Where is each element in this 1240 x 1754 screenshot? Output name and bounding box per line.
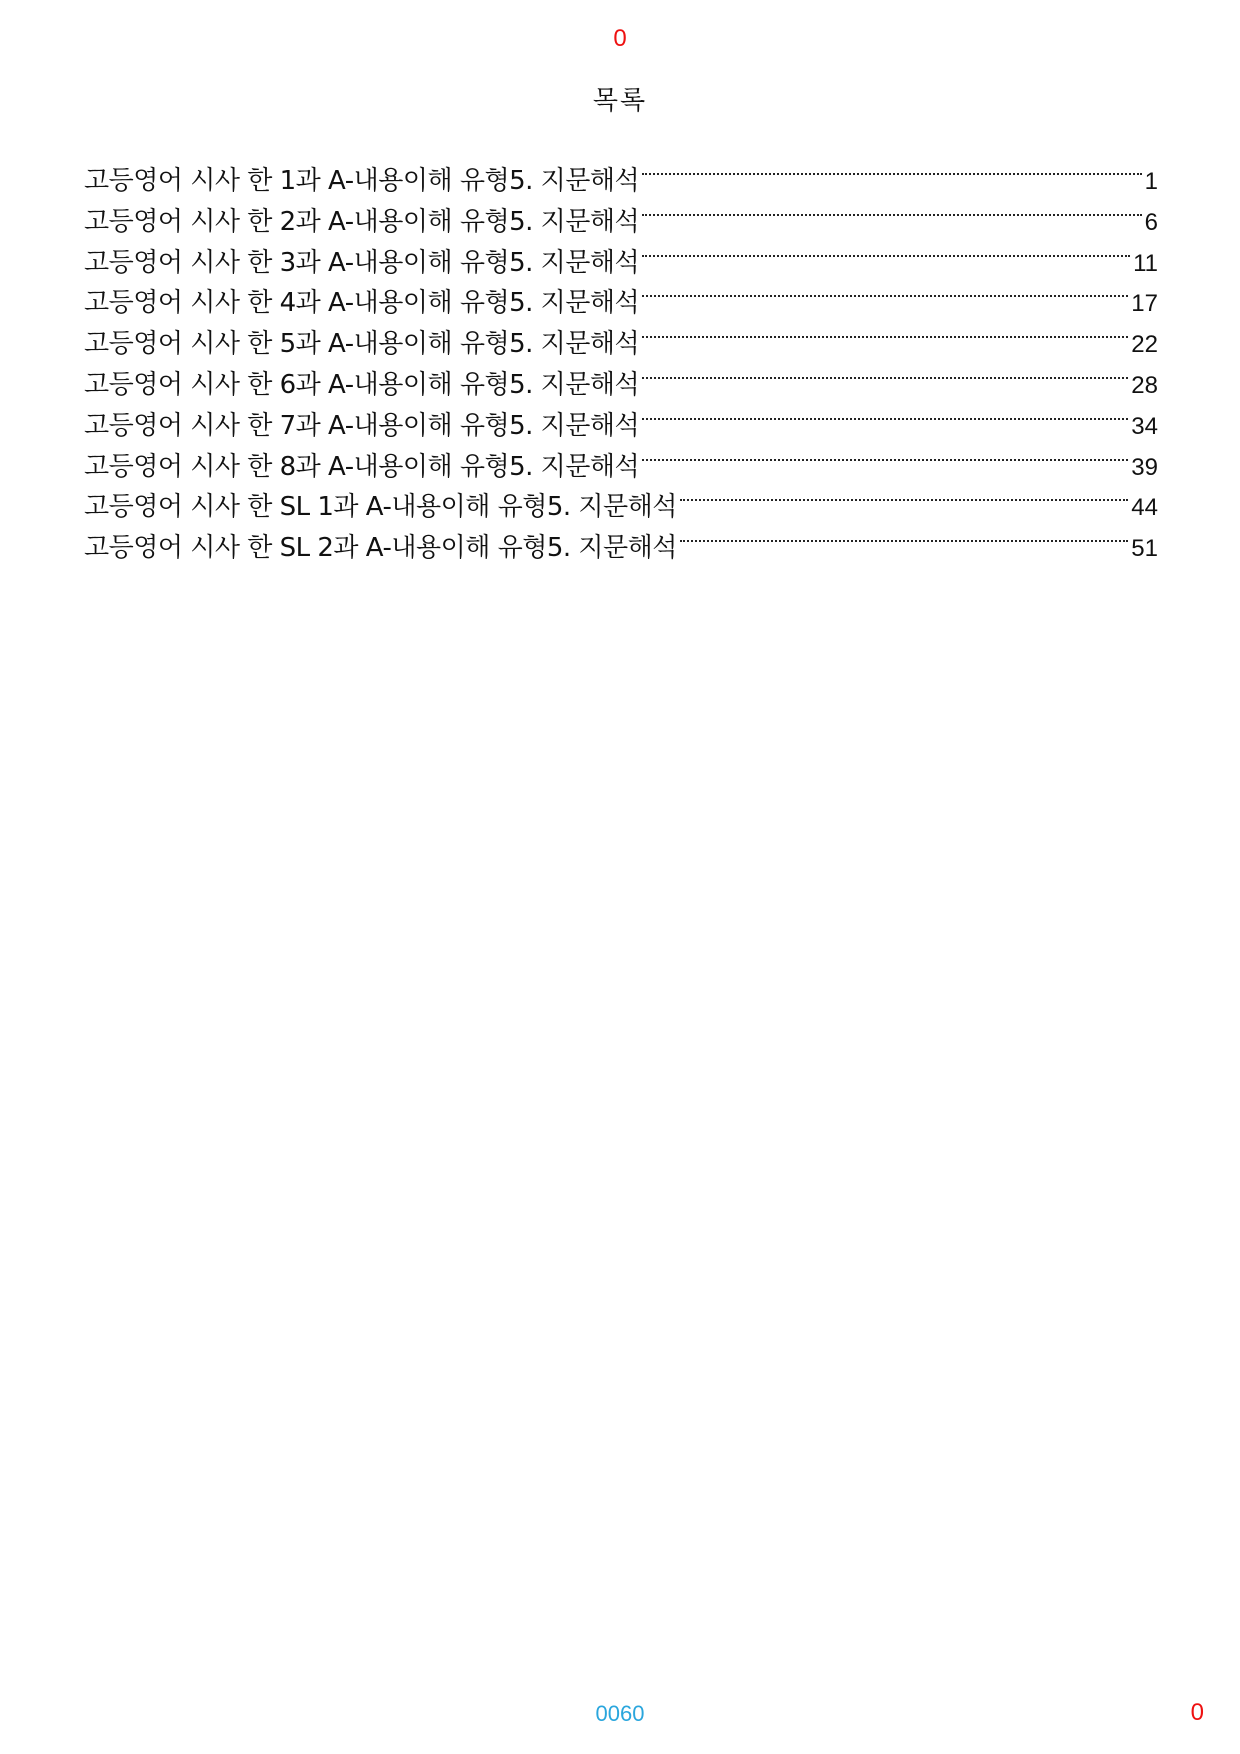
- toc-entry[interactable]: [84, 409, 1158, 450]
- toc-dot-leader: [642, 418, 1128, 420]
- toc-entry-page: 17: [1131, 290, 1158, 318]
- toc-dot-leader: [642, 459, 1128, 461]
- toc-entry-page: 22: [1131, 331, 1158, 359]
- toc-entry-page: 39: [1131, 453, 1158, 481]
- toc-heading: 목록: [592, 86, 648, 116]
- toc-entry-title: 고등영어 시사 한 8과 A-내용이해 유형5. 지문해석: [84, 451, 640, 482]
- toc-entry[interactable]: [84, 490, 1158, 531]
- toc-dot-leader: [642, 214, 1142, 216]
- toc-list: [84, 164, 1158, 572]
- toc-entry-title: 고등영어 시사 한 SL 2과 A-내용이해 유형5. 지문해석: [84, 533, 677, 564]
- toc-entry-title: 고등영어 시사 한 1과 A-내용이해 유형5. 지문해석: [84, 166, 640, 196]
- toc-dot-leader: [680, 499, 1128, 501]
- toc-dot-leader: [642, 295, 1128, 297]
- toc-entry-page: 44: [1131, 494, 1158, 522]
- toc-entry-page: 6: [1144, 208, 1158, 236]
- toc-dot-leader: [642, 336, 1128, 338]
- bottom-page-number: 0: [1190, 1699, 1204, 1726]
- top-page-number: 0: [613, 25, 627, 52]
- toc-dot-leader: [642, 377, 1128, 379]
- toc-entry-page: 51: [1131, 535, 1158, 563]
- toc-entry-page: 1: [1144, 168, 1158, 195]
- toc-entry-title: 고등영어 시사 한 5과 A-내용이해 유형5. 지문해석: [84, 329, 640, 360]
- footer-document-code: 0060: [595, 1701, 645, 1726]
- toc-entry[interactable]: [84, 246, 1158, 287]
- toc-entry[interactable]: [84, 164, 1158, 205]
- toc-entry[interactable]: [84, 450, 1158, 491]
- toc-entry-page: 11: [1133, 249, 1158, 277]
- toc-entry[interactable]: [84, 327, 1158, 368]
- toc-entry-title: 고등영어 시사 한 4과 A-내용이해 유형5. 지문해석: [84, 288, 640, 319]
- toc-entry-title: 고등영어 시사 한 6과 A-내용이해 유형5. 지문해석: [84, 369, 640, 400]
- toc-dot-leader: [642, 173, 1142, 175]
- toc-entry-title: 고등영어 시사 한 SL 1과 A-내용이해 유형5. 지문해석: [84, 492, 677, 523]
- toc-dot-leader: [642, 255, 1130, 257]
- toc-entry[interactable]: [84, 368, 1158, 409]
- toc-entry[interactable]: [84, 286, 1158, 327]
- toc-entry-page: 34: [1131, 412, 1158, 440]
- toc-entry-title: 고등영어 시사 한 7과 A-내용이해 유형5. 지문해석: [84, 410, 640, 441]
- toc-dot-leader: [680, 540, 1128, 542]
- toc-entry[interactable]: [84, 205, 1158, 246]
- toc-entry[interactable]: [84, 531, 1158, 572]
- toc-entry-page: 28: [1131, 371, 1158, 399]
- toc-entry-title: 고등영어 시사 한 3과 A-내용이해 유형5. 지문해석: [84, 247, 640, 278]
- toc-entry-title: 고등영어 시사 한 2과 A-내용이해 유형5. 지문해석: [84, 206, 640, 237]
